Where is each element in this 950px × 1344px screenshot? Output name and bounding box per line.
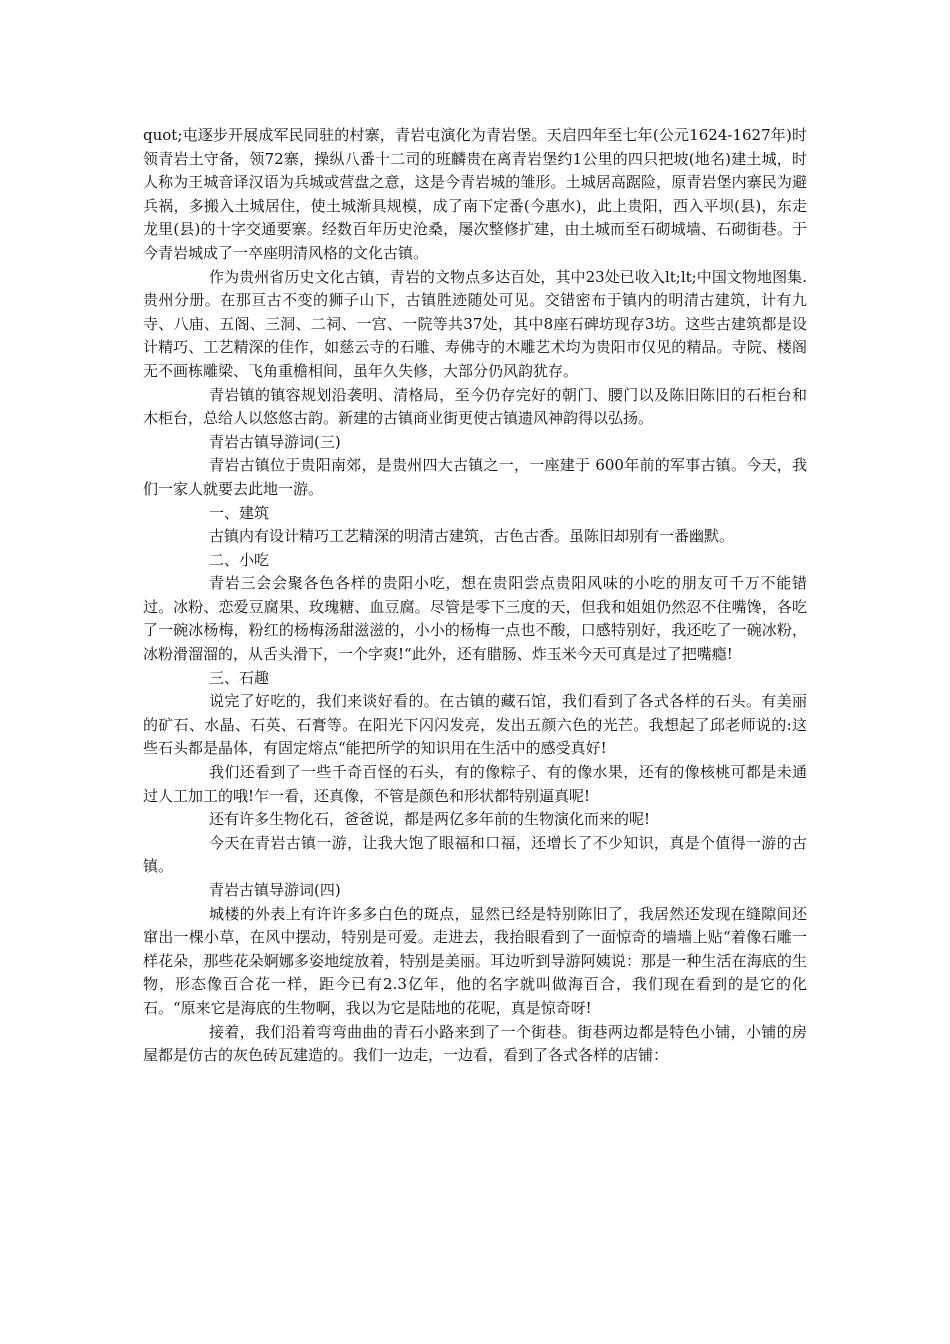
section-heading: 一、建筑 — [209, 503, 270, 522]
paragraph: 城楼的外表上有许许多多白色的斑点，显然已经是特别陈旧了，我居然还发现在缝隙间还窜出一棵小草，在风中摆动，特别是可爱。走进去，我抬眼看到了一面惊奇的墙墙上贴“着像石雕一样花朵，那些花朵婀娜多姿地绽放着，特别是美丽。耳边听到导游阿姨说：那是一种生活在海底的生物，形态像百合花一样，距今已有2.3亿年，他的名字就叫做海百合，我们现在看到的是它的化石。“原来它是海底的生物啊，我以为它是陆地的花呢，真是惊奇呀! — [143, 904, 807, 1017]
paragraph: 说完了好吃的，我们来谈好看的。在古镇的藏石馆，我们看到了各式各样的石头。有美丽的矿石、水晶、石英、石膏等。在阳光下闪闪发亮，发出五颜六色的光芒。我想起了邱老师说的:这些石头都是晶体，有固定熔点“能把所学的知识用在生活中的感受真好! — [143, 692, 807, 758]
paragraph: 还有许多生物化石，爸爸说，都是两亿多年前的生物演化而来的呢! — [209, 810, 651, 829]
paragraph: 青岩古镇位于贵阳南郊，是贵州四大古镇之一，一座建于 600年前的军事古镇。今天，我们一家人就要去此地一游。 — [143, 456, 807, 498]
paragraph: 今天在青岩古镇一游，让我大饱了眼福和口福，还增长了不少知识，真是个值得一游的古镇。 — [143, 833, 807, 876]
paragraph: 作为贵州省历史文化古镇，青岩的文物点多达百处，其中23处已收入lt;lt;中国文物地图集.贵州分册。在那亘古不变的狮子山下，古镇胜迹随处可见。交错密布于镇内的明清古建筑，计有九寺、八庙、五阁、三洞、二祠、一宫、一院等共37处，其中8座石碑坊现存3坊。这些古建筑都是设计精巧、工艺精深的佳作，如慈云寺的石雕、寿佛寺的木雕艺术均为贵阳市仅见的精品。寺院、楼阁无不画栋雕梁、飞角重檐相间，虽年久失修，大部分仍风韵犹存。 — [143, 267, 807, 380]
section-heading: 青岩古镇导游词(四) — [209, 881, 341, 899]
paragraph: 接着，我们沿着弯弯曲曲的青石小路来到了一个街巷。街巷两边都是特色小铺，小铺的房屋都是仿古的灰色砖瓦建造的。我们一边走，一边看，看到了各式各样的店铺： — [143, 1022, 807, 1065]
section-heading: 三、石趣 — [209, 668, 270, 687]
paragraph: 我们还看到了一些千奇百怪的石头，有的像粽子、有的像水果，还有的像核桃可都是未通过人工加工的哦!乍一看，还真像，不管是颜色和形状都特别逼真呢! — [143, 763, 807, 805]
paragraph: 古镇内有设计精巧工艺精深的明清古建筑，古色古香。虽陈旧却别有一番幽默。 — [209, 527, 735, 546]
paragraph: 青岩镇的镇容规划沿袭明、清格局，至今仍存完好的朝门、腰门以及陈旧陈旧的石柜台和木柜台，总给人以悠悠古韵。新建的古镇商业街更使古镇遗风神韵得以弘扬。 — [143, 385, 807, 428]
document-page — [143, 124, 807, 1068]
paragraph: quot;屯逐步开展成军民同驻的村寨，青岩屯演化为青岩堡。天启四年至七年(公元1624-1627年)时领青岩土守备，领72寨，操纵八番十二司的班麟贵在离青岩堡约1公里的四只把坡(地名)建土城，时人称为王城音译汉语为兵城或营盘之意，这是今青岩城的雏形。土城居高踞险，原青岩堡内寨民为避兵祸，多搬入土城居住，使土城渐具规模，成了南下定番(今惠水)，此上贵阳，西入平坝(县)，东走龙里(县)的十字交通要寨。经数百年历史沧桑，屡次整修扩建，由土城而至石砌城墙、石砌街巷。于今青岩城成了一卒座明清风格的文化古镇。 — [143, 126, 807, 262]
section-heading: 青岩古镇导游词(三) — [209, 432, 341, 451]
section-heading: 二、小吃 — [209, 550, 270, 569]
paragraph: 青岩三会会聚各色各样的贵阳小吃，想在贵阳尝点贵阳风味的小吃的朋友可千万不能错过。冰粉、恋爱豆腐果、玫瑰糖、血豆腐。尽管是零下三度的天，但我和姐姐仍然忍不住嘴馋，各吃了一碗冰杨梅，粉红的杨梅汤甜滋滋的，小小的杨梅一点也不酸，口感特别好，我还吃了一碗冰粉，冰粉滑溜溜的，从舌头滑下，一个字爽!“此外，还有腊肠、炸玉米今天可真是过了把嘴瘾! — [143, 574, 807, 664]
